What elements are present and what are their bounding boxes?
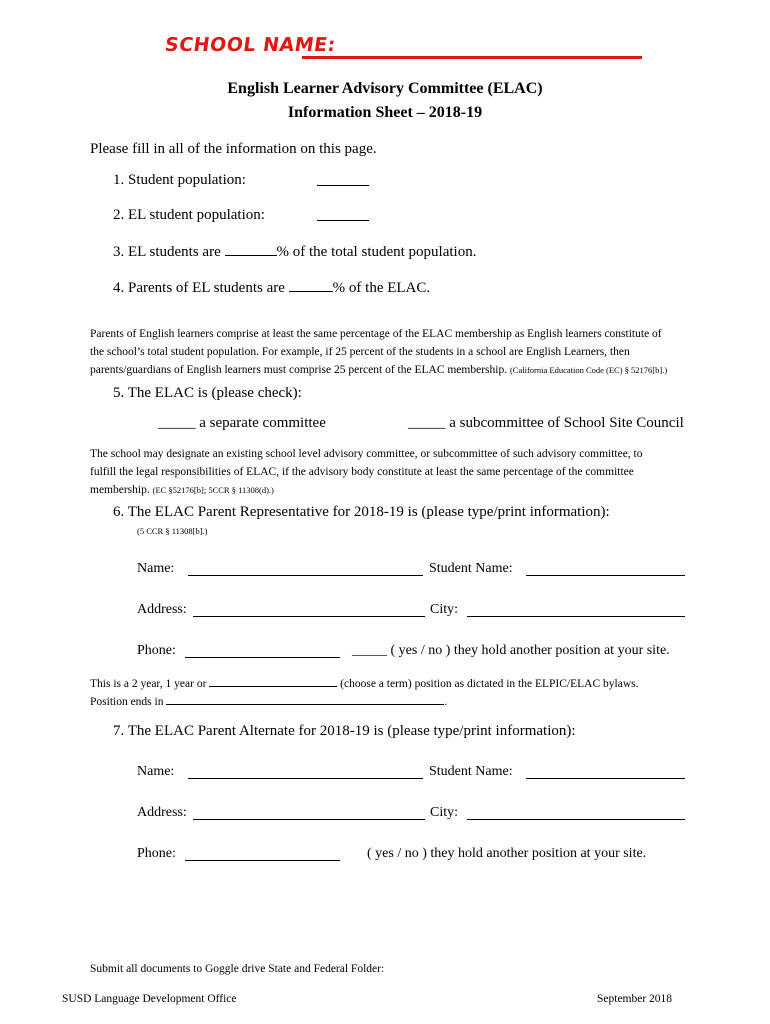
footer-date: September 2018 [597, 993, 673, 1005]
term-note [90, 675, 730, 711]
question-6: 6. The ELAC Parent Representative for 2018-19 is (please type/print information): [113, 504, 610, 520]
parents-percent-field[interactable] [289, 279, 333, 292]
rep-other-position[interactable]: _____ ( yes / no ) they hold another position at your site. [352, 643, 670, 658]
note-2 [90, 445, 730, 499]
note-1-line-1: Parents of English learners comprise at least the same percentage of the ELAC membership as English learners constitute of [90, 328, 662, 340]
rep-address-field[interactable] [193, 604, 425, 617]
el-student-population-field[interactable] [317, 208, 369, 221]
note-2-citation: (EC §52176[b]; 5CCR § 11308(d).) [152, 485, 274, 495]
alt-city-field[interactable] [467, 807, 685, 820]
rep-address-label: Address: [137, 602, 187, 617]
note-1-line-3-wrap [90, 361, 730, 379]
title-line-2: Information Sheet – 2018-19 [287, 104, 483, 121]
question-3 [113, 243, 476, 261]
alt-other-position[interactable]: ( yes / no ) they hold another position at your site. [367, 846, 647, 861]
term-line-2-post: . [444, 696, 448, 708]
footer-office: SUSD Language Development Office [62, 993, 237, 1005]
instructions: Please fill in all of the information on this page. [90, 141, 377, 157]
student-population-field[interactable] [317, 173, 369, 186]
note-1-line-3: parents/guardians of English learners must comprise 25 percent of the ELAC membership. [90, 364, 508, 376]
question-7: 7. The ELAC Parent Alternate for 2018-19 is (please type/print information): [113, 723, 576, 739]
question-3-pre: 3. EL students are [113, 244, 221, 260]
school-name-label: SCHOOL NAME: [163, 34, 338, 56]
note-1-line-2: the school’s total student population. For example, if 25 percent of the students in a school are English Learners, then [90, 346, 630, 358]
rep-student-name-label: Student Name: [429, 561, 513, 576]
term-line-2 [90, 693, 730, 711]
term-line-1 [90, 675, 730, 693]
note-2-line-2: fulfill the legal responsibilities of ELAC, if the advisory body constitute at least the same percentage of the committee [90, 466, 634, 478]
note-1-citation: (California Education Code (EC) § 52176[b].) [509, 365, 668, 375]
question-4 [113, 279, 430, 297]
question-6-citation: (5 CCR § 11308[b].) [137, 526, 208, 536]
term-line-1-post: (choose a term) position as dictated in the ELPIC/ELAC bylaws. [340, 678, 639, 690]
separate-committee-option[interactable]: _____ a separate committee [158, 415, 326, 431]
alt-student-name-field[interactable] [526, 766, 685, 779]
question-4-post: % of the ELAC. [332, 280, 431, 296]
alt-phone-field[interactable] [185, 848, 340, 861]
rep-name-field[interactable] [188, 563, 423, 576]
submit-note: Submit all documents to Goggle drive State and Federal Folder: [90, 963, 385, 975]
rep-city-field[interactable] [467, 604, 685, 617]
question-3-post: % of the total student population. [276, 244, 477, 260]
rep-phone-label: Phone: [137, 643, 176, 658]
alt-address-field[interactable] [193, 807, 425, 820]
alt-name-field[interactable] [188, 766, 423, 779]
alt-address-label: Address: [137, 805, 187, 820]
question-4-pre: 4. Parents of EL students are [113, 280, 285, 296]
note-2-line-3-wrap [90, 481, 730, 499]
rep-student-name-field[interactable] [526, 563, 685, 576]
alt-student-name-label: Student Name: [429, 764, 513, 779]
term-field[interactable] [209, 676, 337, 687]
question-1: 1. Student population: [113, 172, 246, 188]
question-2: 2. EL student population: [113, 207, 265, 223]
subcommittee-option[interactable]: _____ a subcommittee of School Site Council [408, 415, 684, 431]
alt-name-label: Name: [137, 764, 175, 779]
note-2-line-3: membership. [90, 484, 150, 496]
term-line-1-pre: This is a 2 year, 1 year or [90, 678, 207, 690]
question-5: 5. The ELAC is (please check): [113, 385, 302, 401]
position-ends-field[interactable] [166, 694, 444, 705]
rep-city-label: City: [430, 602, 459, 617]
title-line-1: English Learner Advisory Committee (ELAC) [227, 80, 543, 97]
el-percent-field[interactable] [225, 243, 277, 256]
school-name-field[interactable] [302, 56, 642, 59]
rep-phone-field[interactable] [185, 645, 340, 658]
term-line-2-pre: Position ends in [90, 696, 164, 708]
alt-city-label: City: [430, 805, 459, 820]
rep-name-label: Name: [137, 561, 175, 576]
note-2-line-1: The school may designate an existing school level advisory committee, or subcommittee of such advisory committee, to [90, 448, 643, 460]
note-1 [90, 325, 730, 379]
alt-phone-label: Phone: [137, 846, 176, 861]
